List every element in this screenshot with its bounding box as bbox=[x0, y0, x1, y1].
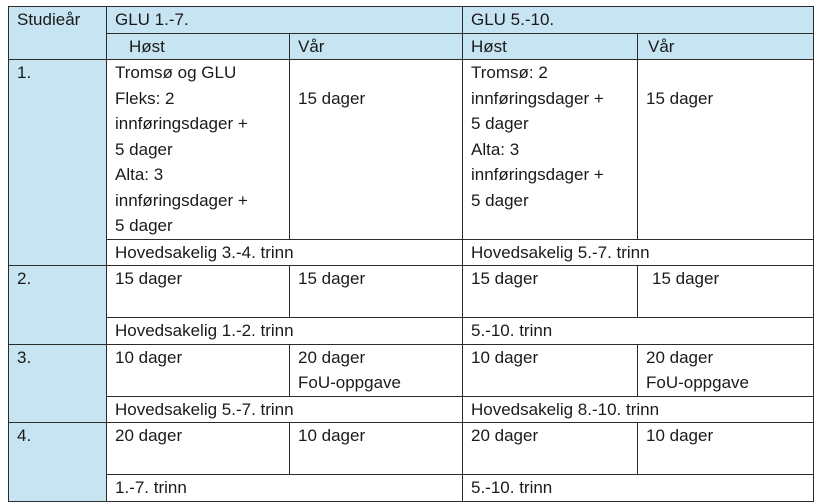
program-glu-5-10-header: GLU 5.-10. bbox=[463, 7, 814, 34]
a-autumn-cell: 10 dager bbox=[107, 344, 290, 396]
a-spring-cell: 10 dager bbox=[290, 423, 463, 475]
table-row bbox=[9, 239, 814, 266]
table-row bbox=[9, 318, 814, 345]
b-spring-header: Vår bbox=[638, 33, 814, 60]
a-level-cell: Hovedsakelig 5.-7. trinn bbox=[107, 396, 463, 423]
a-autumn-cell: 15 dager bbox=[107, 266, 290, 318]
b-spring-cell: 20 dager FoU-oppgave bbox=[638, 344, 814, 396]
a-autumn-header: Høst bbox=[107, 33, 290, 60]
year-cell: 4. bbox=[9, 423, 107, 502]
b-spring-cell: 10 dager bbox=[638, 423, 814, 475]
a-autumn-cell: 20 dager bbox=[107, 423, 290, 475]
b-autumn-cell: 10 dager bbox=[463, 344, 638, 396]
table-row bbox=[9, 60, 814, 240]
a-spring-header: Vår bbox=[290, 33, 463, 60]
b-spring-cell: 15 dager bbox=[638, 60, 814, 240]
practice-days-table bbox=[8, 6, 814, 502]
a-autumn-cell: Tromsø og GLU Fleks: 2 innføringsdager + 5 dager Alta: 3 innføringsdager + 5 dager bbox=[107, 60, 290, 240]
year-cell: 2. bbox=[9, 266, 107, 345]
a-spring-cell: 20 dager FoU-oppgave bbox=[290, 344, 463, 396]
b-autumn-cell: Tromsø: 2 innføringsdager + 5 dager Alta: 3 innføringsdager + 5 dager bbox=[463, 60, 638, 240]
table-row bbox=[9, 266, 814, 318]
b-level-cell: Hovedsakelig 8.-10. trinn bbox=[463, 396, 814, 423]
b-autumn-cell: 15 dager bbox=[463, 266, 638, 318]
b-level-cell: Hovedsakelig 5.-7. trinn bbox=[463, 239, 814, 266]
year-column-header: Studieår bbox=[9, 7, 107, 60]
table-row bbox=[9, 344, 814, 396]
year-cell: 3. bbox=[9, 344, 107, 423]
a-spring-cell: 15 dager bbox=[290, 60, 463, 240]
a-level-cell: Hovedsakelig 3.-4. trinn bbox=[107, 239, 463, 266]
table-row bbox=[9, 423, 814, 475]
b-autumn-header: Høst bbox=[463, 33, 638, 60]
a-spring-cell: 15 dager bbox=[290, 266, 463, 318]
program-glu-1-7-header: GLU 1.-7. bbox=[107, 7, 463, 34]
b-level-cell: 5.-10. trinn bbox=[463, 318, 814, 345]
a-level-cell: Hovedsakelig 1.-2. trinn bbox=[107, 318, 463, 345]
table-row bbox=[9, 396, 814, 423]
a-level-cell: 1.-7. trinn bbox=[107, 475, 463, 502]
year-cell: 1. bbox=[9, 60, 107, 266]
b-level-cell: 5.-10. trinn bbox=[463, 475, 814, 502]
b-autumn-cell: 20 dager bbox=[463, 423, 638, 475]
b-spring-cell: 15 dager bbox=[638, 266, 814, 318]
table-row bbox=[9, 475, 814, 502]
